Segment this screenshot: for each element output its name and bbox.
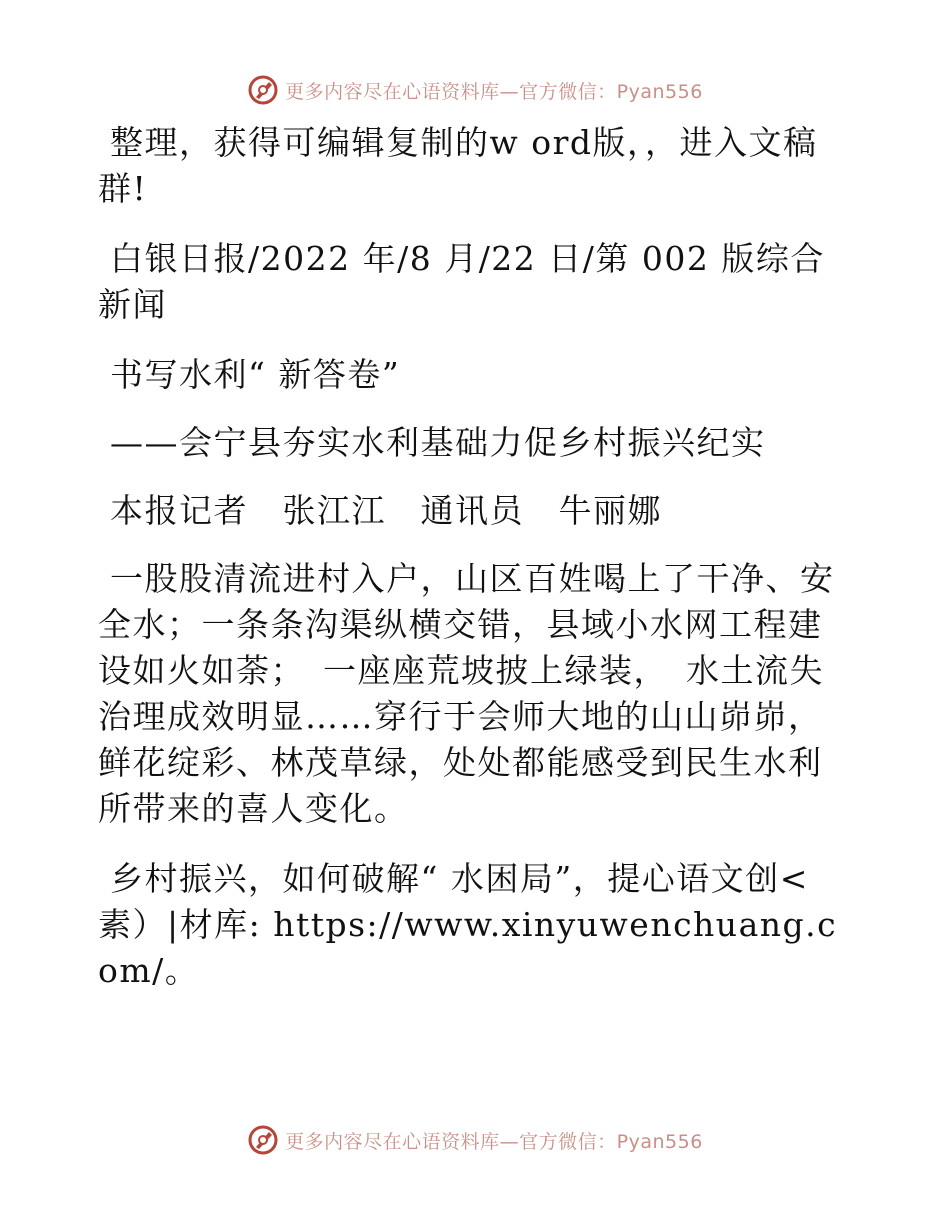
header-watermark (0, 70, 950, 110)
paragraph-source: 白银日报/2022 年/8 月/22 日/第 002 版综合新闻 (98, 239, 825, 324)
pen-logo-icon (247, 1124, 279, 1156)
paragraph-body-2: 乡村振兴，如何破解“ 水困局”，提心语文创<素）|材库: https://www.xinyuwenchuang.com/。 (98, 859, 838, 990)
article-byline: 本报记者 张江江 通讯员 牛丽娜 (110, 491, 662, 530)
watermark-text: 更多内容尽在心语资料库—官方微信：Pyan556 (285, 80, 703, 103)
document-body (98, 120, 853, 1018)
paragraph-intro: 整理，获得可编辑复制的w ord版，，进入文稿群! (98, 123, 818, 208)
article-title: 书写水利“ 新答卷” (110, 355, 401, 394)
article-subtitle: ——会宁县夯实水利基础力促乡村振兴纪实 (110, 423, 766, 462)
footer-watermark (0, 1120, 950, 1160)
watermark-text: 更多内容尽在心语资料库—官方微信：Pyan556 (285, 1130, 703, 1153)
paragraph-body-1: 一股股清流进村入户，山区百姓喝上了干净、安全水；一条条沟渠纵横交错，县域小水网工程建设如火如荼； 一座座荒坡披上绿装， 水土流失治理成效明显……穿行于会师大地的山山峁峁，鲜花绽彩、林茂草绿，处处都能感受到民生水利所带来的喜人变化。 (98, 559, 835, 828)
pen-logo-icon (247, 74, 279, 106)
